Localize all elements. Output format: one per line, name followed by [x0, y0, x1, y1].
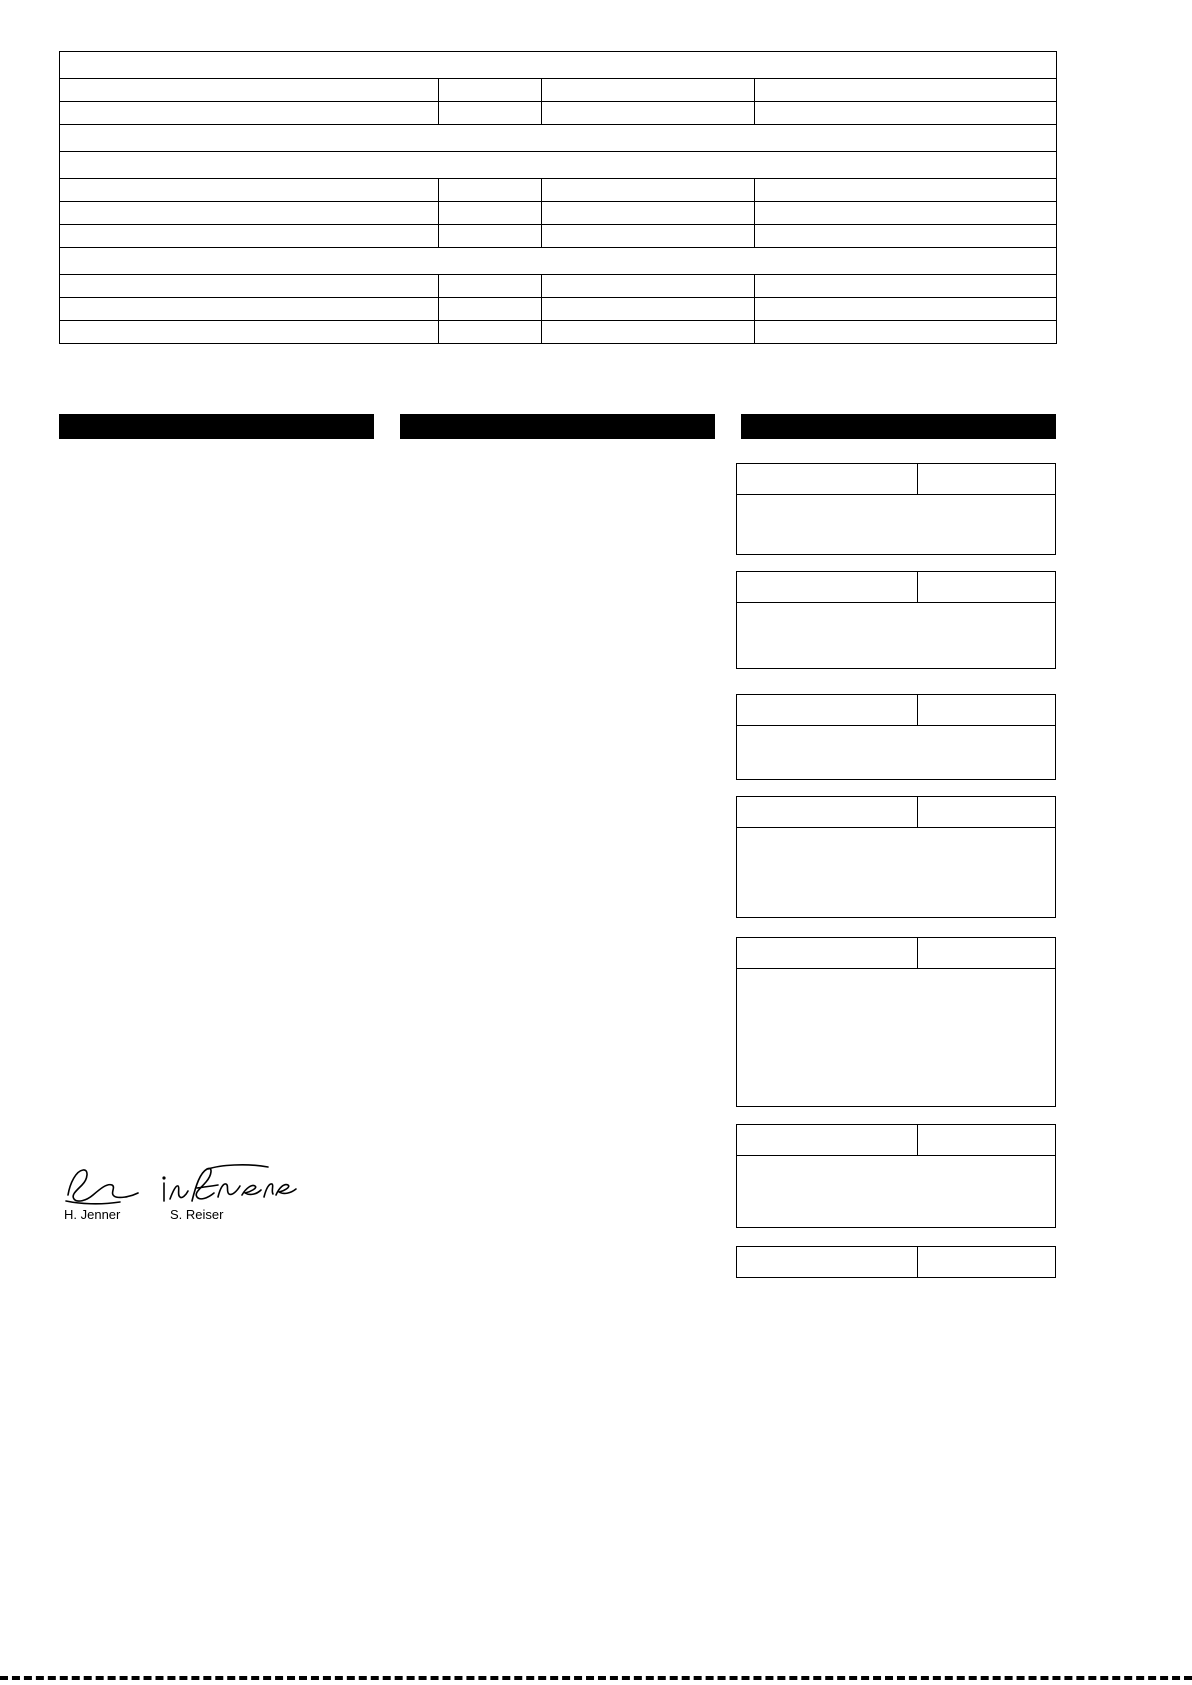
right-box-1-header-left [737, 464, 918, 494]
right-box-4 [736, 796, 1056, 918]
right-box-2 [736, 571, 1056, 669]
right-box-6-header-left [737, 1125, 918, 1155]
table-cell-full [60, 152, 1057, 179]
table-cell [439, 102, 542, 125]
table-cell [439, 202, 542, 225]
table-cell [755, 79, 1057, 102]
table-cell [439, 225, 542, 248]
right-box-5 [736, 937, 1056, 1107]
right-box-4-header-right [918, 797, 1055, 827]
table-cell [439, 321, 542, 344]
table-cell [60, 275, 439, 298]
table-cell [60, 321, 439, 344]
table-cell-full [60, 125, 1057, 152]
right-box-7-header-left [737, 1247, 918, 1277]
table-row [60, 298, 1057, 321]
table-row [60, 125, 1057, 152]
table-cell [542, 225, 755, 248]
table-row [60, 321, 1057, 344]
right-box-3-body [737, 726, 1055, 780]
cut-line [0, 1676, 1192, 1680]
table-cell [439, 298, 542, 321]
right-box-3 [736, 694, 1056, 780]
table-cell [60, 79, 439, 102]
table-row [60, 275, 1057, 298]
right-box-2-header-left [737, 572, 918, 602]
table-row [60, 248, 1057, 275]
right-box-1-header [737, 464, 1055, 495]
signature-block [60, 1155, 320, 1230]
right-box-3-header-right [918, 695, 1055, 725]
right-box-7-header-right [918, 1247, 1055, 1277]
table-cell [60, 179, 439, 202]
right-box-6 [736, 1124, 1056, 1228]
right-box-5-body [737, 969, 1055, 1107]
right-box-6-header [737, 1125, 1055, 1156]
section-bar-left [59, 414, 374, 439]
specification-table [59, 51, 1057, 344]
table-cell [755, 102, 1057, 125]
right-box-5-header-right [918, 938, 1055, 968]
table-cell-full [60, 248, 1057, 275]
section-bar-right [741, 414, 1056, 439]
right-box-2-header-right [918, 572, 1055, 602]
right-box-5-header [737, 938, 1055, 969]
table-cell [755, 298, 1057, 321]
table-row [60, 179, 1057, 202]
table-cell [755, 179, 1057, 202]
signature-name-2: S. Reiser [170, 1207, 224, 1222]
table-cell [60, 202, 439, 225]
right-box-2-body [737, 603, 1055, 669]
table-cell [755, 321, 1057, 344]
right-box-1 [736, 463, 1056, 555]
table-cell [439, 275, 542, 298]
table-cell [60, 225, 439, 248]
table-cell [542, 102, 755, 125]
right-box-2-header [737, 572, 1055, 603]
table-row [60, 202, 1057, 225]
right-box-4-body [737, 828, 1055, 918]
table-cell [542, 275, 755, 298]
table-cell [542, 179, 755, 202]
table-row [60, 52, 1057, 79]
table-cell-full [60, 52, 1057, 79]
signature-image [60, 1155, 310, 1215]
table-cell [542, 321, 755, 344]
right-box-7-header [737, 1247, 1055, 1277]
table-cell [755, 275, 1057, 298]
signature-name-1: H. Jenner [64, 1207, 121, 1222]
table-cell [755, 202, 1057, 225]
table-cell [439, 79, 542, 102]
right-box-1-body [737, 495, 1055, 555]
table-cell [439, 179, 542, 202]
table-row [60, 225, 1057, 248]
right-box-1-header-right [918, 464, 1055, 494]
section-bar-middle [400, 414, 715, 439]
right-box-7 [736, 1246, 1056, 1278]
table-row [60, 102, 1057, 125]
table-cell [755, 225, 1057, 248]
table-cell [542, 298, 755, 321]
right-box-4-header-left [737, 797, 918, 827]
table-row [60, 79, 1057, 102]
right-box-3-header [737, 695, 1055, 726]
right-box-4-header [737, 797, 1055, 828]
right-box-5-header-left [737, 938, 918, 968]
right-box-3-header-left [737, 695, 918, 725]
table-cell [60, 102, 439, 125]
table-cell [60, 298, 439, 321]
table-row [60, 152, 1057, 179]
table-cell [542, 79, 755, 102]
right-box-6-header-right [918, 1125, 1055, 1155]
right-box-6-body [737, 1156, 1055, 1228]
table-cell [542, 202, 755, 225]
